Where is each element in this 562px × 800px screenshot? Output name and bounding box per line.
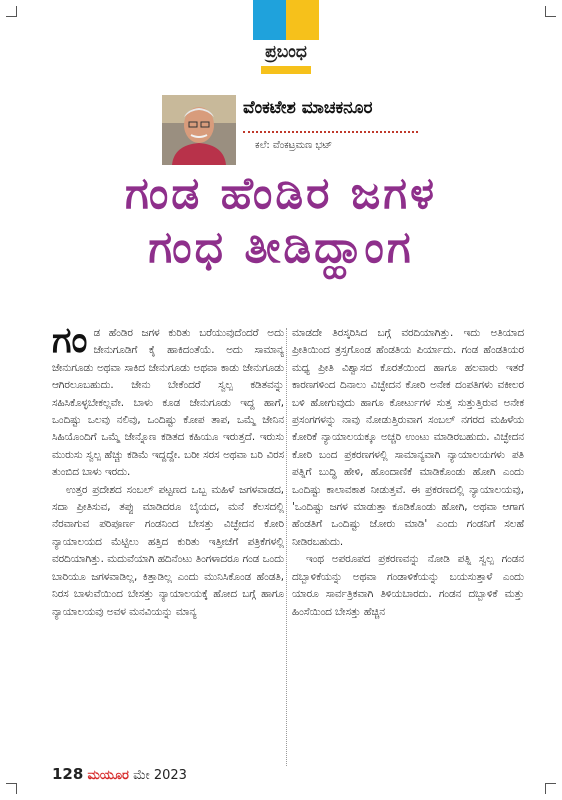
article-paragraph: ಮಾಡದೇ ತಿರಸ್ಕರಿಸಿದ ಬಗ್ಗೆ ವರದಿಯಾಗಿತ್ತು. ಇದು ಅತಿಯಾದ ಪ್ರೀತಿಯಿಂದ ತ್ರಸ್ತಗೊಂಡ ಹೆಂಡತಿಯ ಪಿರ್ಯಾದು. ಗಂಡ ಹೆಂಡತಿಯರ ಮಧ್ಯ ಪ್ರೀತಿ ವಿಶ್ವಾಸದ ಕೊರತೆಯಿಂದ ಹಾಗೂ ಹಲವಾರು ಇತರೆ ಕಾರಣಗಳಿಂದ ದಿನಾಲು ವಿಚ್ಛೇದನ ಕೋರಿ ಅನೇಕ ದಂಪತಿಗಳು ವಕೀಲರ ಬಳಿ ಹೋಗುವುದು ಹಾಗೂ ಕೋರ್ಟುಗಳ ಸುತ್ತ ಸುತ್ತುತ್ತಿರುವ ಅನೇಕ ಪ್ರಸಂಗಗಳನ್ನು ನಾವು ನೋಡುತ್ತಿರುವಾಗ ಸಂಬಲ್ ನಗರದ ಮಹಿಳೆಯ ಕೋರಿಕೆ ನ್ಯಾಯಾಲಯಕ್ಕೂ ಅಚ್ಚರಿ ಉಂಟು ಮಾಡಿರಬಹುದು. ವಿಚ್ಛೇದನ ಕೋರಿ ಬಂದ ಪ್ರಕರಣಗಳಲ್ಲಿ ಸಾಮಾನ್ಯವಾಗಿ ನ್ಯಾಯಾಲಯಗಳು ಪತಿ ಪತ್ನಿಗೆ ಬುದ್ಧಿ ಹೇಳಿ, ಹೊಂದಾಣಿಕೆ ಮಾಡಿಕೊಂಡು ಹೋಗಿ ಎಂದು ಒಂದಿಷ್ಟು ಕಾಲಾವಕಾಶ ನೀಡುತ್ತವೆ. ಈ ಪ್ರಕರಣದಲ್ಲಿ ನ್ಯಾಯಾಲಯವು, 'ಒಂದಿಷ್ಟು ಜಗಳ ಮಾಡುತ್ತಾ ಕೂಡಿಕೊಂಡು ಹೋಗಿ, ಅಥವಾ ಆಗಾಗ ಹೆಂಡತಿಗೆ ಒಂದಿಷ್ಟು ಜೋರು ಮಾಡಿ' ಎಂದು ಗಂಡನಿಗೆ ಸಲಹೆ ನೀಡಿರಬಹುದು. (292, 327, 524, 548)
crop-mark-bottom-left (6, 783, 17, 794)
page-footer (52, 765, 187, 783)
article-title-line-2: ಗಂಧ ತೀಡಿದ್ಹಾಂಗ (148, 222, 414, 273)
crop-mark-top-left (6, 6, 17, 17)
issue-date: ಮೇ 2023 (133, 768, 187, 783)
drop-cap: ಗಂ (52, 320, 88, 361)
article-column-right (292, 325, 524, 621)
column-divider (286, 328, 287, 766)
author-name: ವೆಂಕಟೇಶ ಮಾಚಕನೂರ (243, 98, 373, 118)
crop-mark-bottom-right (545, 783, 556, 794)
crop-mark-top-right (545, 6, 556, 17)
magazine-name: ಮಯೂರ (87, 768, 129, 783)
logo-yellow-bar (261, 66, 311, 74)
section-label: ಪ್ರಬಂಧ (265, 42, 307, 62)
logo-yellow-block (286, 0, 319, 40)
page-number: 128 (52, 765, 84, 783)
section-logo (253, 0, 319, 76)
logo-blue-block (253, 0, 286, 40)
article-paragraph: ಇಂಥ ಅಪರೂಪದ ಪ್ರಕರಣವನ್ನು ನೋಡಿ ಪತ್ನಿ ಸ್ವಲ್ಪ ಗಂಡನ ದಬ್ಬಾಳಿಕೆಯನ್ನು ಅಥವಾ ಗಂಡಾಳಿಕೆಯನ್ನು ಬಯಸುತ್ತಾಳೆ ಎಂದು ಯಾರೂ ಸಾರ್ವತ್ರಿಕವಾಗಿ ತಿಳಿಯಬಾರದು. ಗಂಡನ ದಬ್ಬಾಳಿಕೆ ಮತ್ತು ಹಿಂಸೆಯಿಂದ ಬೇಸತ್ತು ಹೆಚ್ಚಿನ (292, 553, 524, 618)
author-underline (243, 131, 418, 133)
article-title-line-1: ಗಂಡ ಹೆಂಡಿರ ಜಗಳ (125, 168, 437, 219)
article-column-left (52, 320, 284, 621)
illustration-credit: ಕಲೆ: ವೆಂಕಟ್ರಮಣ ಭಟ್ (255, 140, 333, 151)
paragraph-text: ಡ ಹೆಂಡಿರ ಜಗಳ ಕುರಿತು ಬರೆಯುವುದೆಂದರೆ ಅದು ಜೇನುಗೂಡಿಗೆ ಕೈ ಹಾಕಿದಂತೆಯೆ. ಅದು ಸಾಮಾನ್ಯ ಜೇನುಗೂಡು ಅಥವಾ ಸಾಕಿದ ಜೇನುಗೂಡು ಅಥವಾ ಕಾಡು ಜೇನುಗೂಡು ಆಗಿರಲೂಬಹುದು. ಜೇನು ಬೇಕೆಂದರೆ ಸ್ವಲ್ಪ ಕಡಿತವನ್ನು ಸಹಿಸಿಕೊಳ್ಳಬೇಕಲ್ಲವೇ. ಬಾಳು ಕೂಡ ಜೇನುಗೂಡು ಇದ್ದ ಹಾಗೆ, ಒಂದಿಷ್ಟು ಒಲವು ನಲಿವು, ಒಂದಿಷ್ಟು ಕೋಪ ತಾಪ, ಒಮ್ಮೆ ಜೇನಿನ ಸಿಹಿಯೊಂದಿಗೆ ಒಮ್ಮೆ ಜೇನ್ನೊಣ ಕಡಿತದ ಕಹಿಯೂ ಇರುತ್ತದೆ. ಇರುಸು ಮುರುಸು ಸ್ವಲ್ಪ ಹೆಚ್ಚು ಕಡಿಮೆ ಇದ್ದದ್ದೇ. ಬರೀ ಸರಸ ಅಥವಾ ಬರಿ ವಿರಸ ತುಂಬಿದ ಬಾಳು ಇರದು. (52, 327, 284, 479)
article-paragraph: ಉತ್ತರ ಪ್ರದೇಶದ ಸಂಬಲ್ ಪಟ್ಟಣದ ಒಬ್ಬ ಮಹಿಳೆ ಜಗಳವಾಡದ, ಸದಾ ಪ್ರೀತಿಸುವ, ತಪ್ಪು ಮಾಡಿದರೂ ಬೈಯದ, ಮನೆ ಕೆಲಸದಲ್ಲಿ ನೆರವಾಗುವ ಪರಿಪೂರ್ಣ ಗಂಡನಿಂದ ಬೇಸತ್ತು ವಿಚ್ಛೇದನ ಕೋರಿ ನ್ಯಾಯಾಲಯದ ಮೆಟ್ಟಿಲು ಹತ್ತಿದ ಕುರಿತು ಇತ್ತೀಚೆಗೆ ಪತ್ರಿಕೆಗಳಲ್ಲಿ ವರದಿಯಾಗಿತ್ತು. ಮದುವೆಯಾಗಿ ಹದಿನೆಂಟು ತಿಂಗಳಾದರೂ ಗಂಡ ಒಂದು ಬಾರಿಯೂ ಜಗಳವಾಡಿಲ್ಲ, ಕಿತ್ತಾಡಿಲ್ಲ ಎಂದು ಮುನಿಸಿಕೊಂಡ ಹೆಂಡತಿ, ನಿರಸ ಬಾಳುವೆಯಿಂದ ಬೇಸತ್ತು ನ್ಯಾಯಾಲಯಕ್ಕೆ ಹೋದ ಬಗ್ಗೆ ಹಾಗೂ ನ್ಯಾಯಾಲಯವು ಅವಳ ಮನವಿಯನ್ನು ಮಾನ್ಯ (52, 483, 284, 618)
article-paragraph (52, 320, 284, 482)
author-photo (162, 95, 236, 165)
